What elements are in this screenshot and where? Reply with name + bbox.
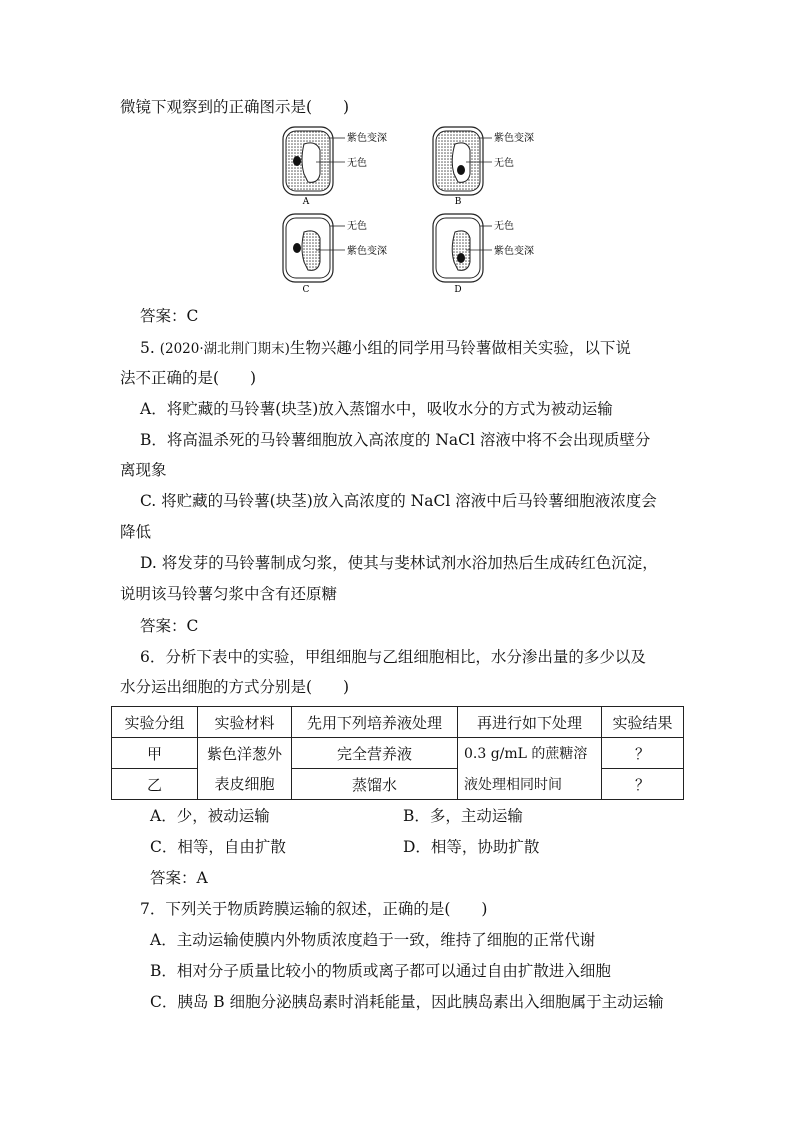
q6-stem-line1: 6．分析下表中的实验，甲组细胞与乙组细胞相比，水分渗出量的多少以及 [140, 648, 646, 666]
table-header: 实验分组 [112, 707, 198, 738]
material-cell: 紫色洋葱外 [198, 738, 292, 769]
q6-option-c: C．相等，自由扩散 [150, 838, 286, 856]
result-cell: ？ [602, 738, 684, 769]
pretreatment-cell: 蒸馏水 [292, 769, 458, 800]
label-purple-deepens: 紫色变深 [347, 246, 387, 257]
label-purple-deepens: 紫色变深 [347, 133, 387, 144]
q5-option-c-line2: 降低 [120, 523, 152, 541]
q6-option-b: B．多，主动运输 [403, 807, 523, 825]
cell-diagram-figure [270, 122, 560, 302]
cell-caption: B [454, 197, 462, 207]
q4-answer: 答案：C [140, 307, 199, 325]
q5-number: 5. [140, 339, 155, 357]
experiment-table [111, 706, 684, 800]
q5-option-c-line1: C. 将贮藏的马铃薯(块茎)放入高浓度的 NaCl 溶液中后马铃薯细胞液浓度会 [140, 492, 657, 510]
group-cell: 甲 [112, 738, 198, 769]
cell-diagram-c [283, 214, 345, 295]
cell-caption: C [302, 285, 310, 295]
label-colorless: 无色 [494, 158, 514, 169]
cell-caption: A [302, 197, 310, 207]
pretreatment-cell: 完全营养液 [292, 738, 458, 769]
cell-caption: D [454, 285, 462, 295]
cell-diagram-b [433, 127, 492, 207]
q5-source: (2020·湖北荆门期末) [159, 341, 290, 357]
label-colorless: 无色 [347, 221, 367, 232]
material-cell: 表皮细胞 [198, 769, 292, 800]
table-header: 先用下列培养液处理 [292, 707, 458, 738]
q7-option-b: B．相对分子质量比较小的物质或离子都可以通过自由扩散进入细胞 [150, 962, 611, 980]
label-purple-deepens: 紫色变深 [494, 133, 534, 144]
q5-option-d-line1: D. 将发芽的马铃薯制成匀浆，使其与斐林试剂水浴加热后生成砖红色沉淀， [140, 554, 658, 572]
table-header: 再进行如下处理 [458, 707, 602, 738]
q7-stem: 7．下列关于物质跨膜运输的叙述，正确的是( ) [140, 900, 488, 918]
treatment-cell: 0.3 g/mL 的蔗糖溶 [458, 738, 602, 769]
group-cell: 乙 [112, 769, 198, 800]
table-row [112, 738, 684, 769]
cell-diagram-a [283, 127, 345, 207]
table-header-row [112, 707, 684, 738]
question-continuation: 微镜下观察到的正确图示是( ) [120, 98, 350, 116]
q5-option-b-line2: 离现象 [120, 461, 167, 479]
q5-option-b-line1: B．将高温杀死的马铃薯细胞放入高浓度的 NaCl 溶液中将不会出现质壁分 [140, 431, 651, 449]
q5-answer: 答案：C [140, 617, 199, 635]
table-header: 实验材料 [198, 707, 292, 738]
table-header: 实验结果 [602, 707, 684, 738]
cell-diagram-d [433, 214, 492, 295]
q5-stem-text: 生物兴趣小组的同学用马铃薯做相关实验，以下说 [289, 339, 631, 357]
q5-stem-line1 [140, 338, 631, 359]
q6-stem-line2: 水分运出细胞的方式分别是( ) [120, 678, 350, 696]
q7-option-c: C．胰岛 B 细胞分泌胰岛素时消耗能量，因此胰岛素出入细胞属于主动运输 [150, 993, 664, 1011]
q6-option-a: A．少，被动运输 [150, 807, 270, 825]
q6-option-d: D．相等，协助扩散 [403, 838, 540, 856]
label-purple-deepens: 紫色变深 [494, 246, 534, 257]
q5-option-d-line2: 说明该马铃薯匀浆中含有还原糖 [120, 585, 338, 603]
label-colorless: 无色 [494, 221, 514, 232]
q7-option-a: A．主动运输使膜内外物质浓度趋于一致，维持了细胞的正常代谢 [150, 931, 596, 949]
cell-diagrams-svg [270, 122, 560, 302]
q5-option-a: A．将贮藏的马铃薯(块茎)放入蒸馏水中，吸收水分的方式为被动运输 [140, 400, 613, 418]
q5-stem-line2: 法不正确的是( ) [120, 369, 257, 387]
q6-answer: 答案：A [150, 869, 208, 887]
table-row [112, 769, 684, 800]
label-colorless: 无色 [347, 158, 367, 169]
result-cell: ？ [602, 769, 684, 800]
treatment-cell: 液处理相同时间 [458, 769, 602, 800]
